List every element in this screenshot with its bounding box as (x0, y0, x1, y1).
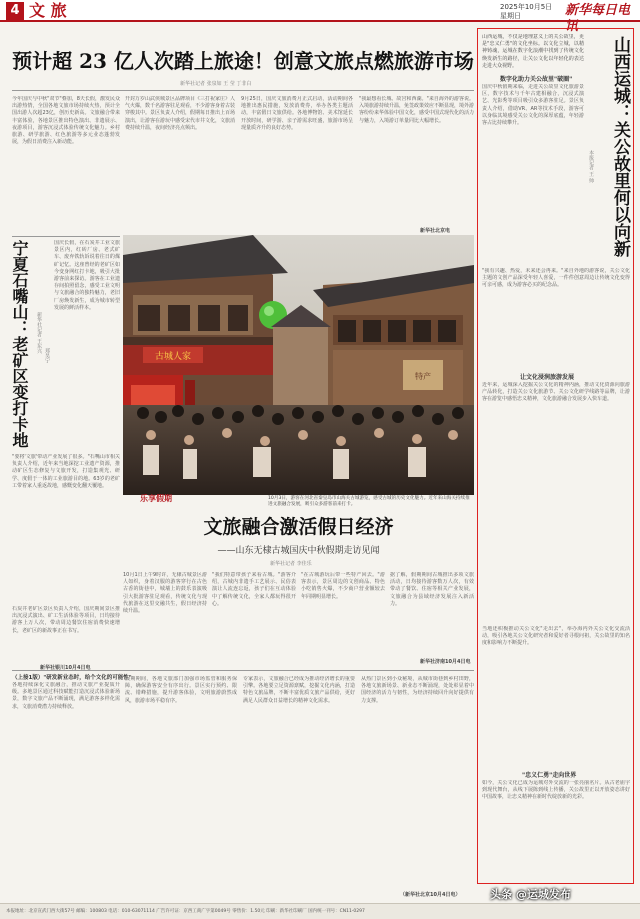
shanxi-byline: 本报记者 王 帅 (588, 150, 594, 184)
main-rule (12, 90, 474, 91)
paper-logo: 新华每日电讯 (565, 3, 631, 34)
shanxi-para-2: "我有兴趣、热爱，未来还会再来。"来自外地的游客说，关公文化主题的文创产品深受年轻人喜爱，一件件创意周边让传统文化变得可亲可感，成为游客必买的纪念品。 (482, 268, 630, 289)
bottom-col-1: 各地持续深化文旅融合，推动文旅产业提质升级。多地景区通过科技赋能打造沉浸式体验新场景，数字文旅产品不断涌现，满足游客多样化需求，文旅消费潜力持续释放。 (12, 682, 120, 710)
page-number: 4 (6, 2, 24, 20)
main-dateline: 新华社北京电 (420, 228, 451, 234)
ningxia-col-2: "要将'文旅'带动产业发展了很多。"石嘴山市相关负责人介绍，近年来当地深挖工业遗产资源，推动矿区生态修复与文旅开发，打造集观光、研学、度假于一体的工业旅游目的地。63岁的老矿工带着家人重返故地，感慨变化翻天覆地。 (12, 454, 120, 489)
bottom-rule (12, 670, 474, 671)
photo-caption: 10月3日，游客在河北省秦皇岛市山海关古城游览，感受古城的历史文化魅力。近年来山海关持续推进文旅融合发展，吸引众多游客前来打卡。 (268, 496, 470, 507)
ningxia-col-1: 国庆长假，在石炭井工业文旅景区内，红砖厂房、老式矿车、废弃铁轨诉说着往日的煤矿记忆。这座曾经的老矿区如今变身网红打卡地，吸引大批游客前来探访。游客在工业遗存间拍照留念，感受工业文明与文旅融合的独特魅力，老旧厂房焕发新生，成为城市转型发展的鲜活样本。 (54, 240, 120, 311)
bottom-dateline: （新华社北京10月4日电） (400, 892, 461, 898)
main-col-2: 开封万岁山武侠城景区品牌项目《三打祝家庄》人气火爆，数千名游客驻足观看，不少游客身着古装穿梭其中。景区负责人介绍，假期每日推出上百场演出，让游客在游玩中感受宋代市井文化，文旅消费持续升温，夜间经济亮点频出。 (125, 96, 235, 131)
shanxi-para-1: 国庆中秋假期来临，走进关公故里文化旅游景区，数字技术与千年古建相融合，沉浸式演艺、光影秀等项目吸引众多游客驻足。景区负责人介绍，借助VR、AR等技术手段，游客可以身临其境感受关公文化的深厚底蕴，年轻游客占比持续攀升。 (482, 84, 584, 127)
shanxi-subhead-2: 让文化浸润旅游发展 (520, 374, 575, 381)
second-headline: 文旅融合激活假日经济 (203, 516, 394, 538)
main-col-3: 9月25日，国庆文旅消费月正式启动，活动期间各地推出惠民措施，发放消费券，举办各类主题活动，丰富假日文旅供给。各地博物馆、美术馆延长开放时间，研学游、亲子游需求旺盛，旅游市场呈现量质齐升的良好态势。 (241, 96, 353, 131)
issue-weekday: 星期日 (500, 12, 521, 20)
photo-sign-red: 古城人家 (154, 352, 192, 362)
shanxi-headline: 山西运城：关公故里何以向新 (610, 36, 630, 257)
main-col-4: "我最想看长城、故宫和西湖。"来自海外的游客说。入境旅游持续升温，免签政策效应不断显现，境外游客纷纷来华体验中国文化，感受中国式现代化的活力与魅力，入境游订单量同比大幅增长。 (359, 96, 474, 124)
ningxia-col-3: 石炭井老矿区景区负责人介绍，国庆期间景区推出沉浸式演出、矿工生活体验等项目，日均接待游客上万人次，带动周边餐饮住宿消费快速增长，老矿区的新故事正在书写。 (12, 606, 120, 634)
main-col-1: 今年国庆与中秋"双节"叠加，8天长假，激发民众出游热情，全国各地文旅市场持续火热，预计全国出游人次超23亿，创历史新高。文旅融合带来丰富体验，各地景区推出特色演出、非遗展示、夜游项目，游客沉浸式体验传统文化魅力。乡村旅游、研学旅游、红色旅游等多元业态蓬勃发展，为假日消费注入新动能。 (12, 96, 120, 146)
second-col-1: 10月1日上午9时许，无棣古城景区游人如织，身着汉服的游客穿行在古色古香的街巷中，城墙上的鼓乐表演吸引大批游客驻足观看，传统文化与现代旅游在这里交融共生，假日经济持续升温。 (123, 572, 207, 615)
photo-shop-sign: 特产 (415, 372, 431, 381)
ningxia-byline-2: 郑昊宁 (44, 348, 50, 363)
ningxia-rule-top (12, 236, 120, 237)
shanxi-para-3: 近年来，运城深入挖掘关公文化的精神内涵，推动文化资源向旅游产品转化，打造关公文化旅游节、关公文化研学线路等品牌，让游客在游览中感悟忠义精神，文化旅游融合发展步入快车道。 (482, 382, 630, 403)
second-col-3: "在古城游玩后带一些特产回去。"游客表示，景区周边的文创商品、特色小吃销售火爆，不少商户营业额较去年同期明显增长。 (301, 572, 385, 600)
watermark: 头条 @运城发布 (490, 888, 571, 901)
second-col-4: 据了解，假期期间古城推出多项文旅活动，日均接待游客数万人次，有效带动了餐饮、住宿等相关产业发展，文旅融合为县域经济发展注入新活力。 (390, 572, 474, 607)
issue-date: 2025年10月5日 (500, 3, 553, 11)
second-byline: 新华社记者 李佳乐 (270, 561, 312, 567)
shanxi-intro: 山西运城，不仅是地理意义上的关公故里，更是"忠义仁勇"的文化坐标。以文化立城，以精神铸魂，运城在数字化浪潮中找到了传统文化焕发新生的路径，让关公文化以年轻化的表达走进大众视野。 (482, 34, 584, 69)
ningxia-headline: 宁夏石嘴山：老矿区变打卡地 (10, 240, 29, 448)
ningxia-dateline: 新华社银川10月4日电 (40, 665, 91, 671)
shanxi-subhead-3: "忠义仁勇"走向世界 (522, 772, 577, 779)
bottom-col-2: 假期期间，各地文旅部门加强市场监管和服务保障，确保游客安全有序出行。景区实行预约、限流、错峰措施，提升游客体验，文明旅游蔚然成风，旅游市场平稳有序。 (125, 676, 237, 704)
second-subtitle: ——山东无棣古城国庆中秋假期走访见闻 (217, 546, 380, 556)
main-headline: 预计超 23 亿人次踏上旅途！创意文旅点燃旅游市场 (12, 49, 474, 73)
shanxi-subhead-1: 数字化助力关公故里"破圈" (500, 76, 573, 83)
bottom-col-3: 专家表示，文旅融合已经成为推动经济增长的重要引擎。各地要立足资源禀赋，挖掘文化内涵，打造特色文旅品牌，不断丰富优质文旅产品供给，更好满足人民群众日益增长的精神文化需求。 (243, 676, 355, 704)
news-photo (123, 235, 474, 495)
bottom-col-4: 从热门景区到小众秘境，从城市街巷到乡村田野，各地文旅新场景、新业态不断涌现，处处彰显着中国经济的活力与韧性，为经济持续回升向好提供有力支撑。 (361, 676, 474, 704)
bottom-lead: （上接1版）"研发新业态时，给个文化的可能性" (12, 675, 132, 681)
shanxi-para-4: 当地还积极推动关公文化"走出去"，举办海内外关公文化交流活动，吸引各地关公文化研究者和爱好者寻根问祖，关公故里的知名度和影响力不断提升。 (482, 626, 630, 647)
photo-tag: 乐享假期 (140, 493, 172, 503)
page-footer: 本报地址：北京宣武门西大街57号 邮编：100803 电话：010-63071114 广告许可证：京西工商广字第0049号 零售价：1.50元 印刷：新华社印刷厂 国内统一刊号：CN11-0297 (0, 903, 640, 919)
second-dateline: 新华社济南10月4日电 (420, 659, 471, 665)
main-byline: 新华社记者 张泉如 王 莹 丁非白 (180, 81, 252, 87)
ningxia-byline: 新华社记者 王东兴 (36, 312, 42, 354)
second-col-2: "我们特意带孩子来看古城。"游客介绍，古城内非遗手工艺展示、民俗表演让人流连忘返，孩子们在互动体验中了解传统文化，全家人都玩得很开心。 (212, 572, 296, 607)
section-name: 文 旅 (29, 1, 67, 20)
masthead (0, 0, 640, 34)
shanxi-para-5: 如今，关公文化已成为运城对外交流的一张亮丽名片。从古老庙宇到现代舞台，从线下展陈到线上传播，关公故里正以开放姿态讲好中国故事，让忠义精神在新时代绽放新的光彩。 (482, 780, 630, 801)
